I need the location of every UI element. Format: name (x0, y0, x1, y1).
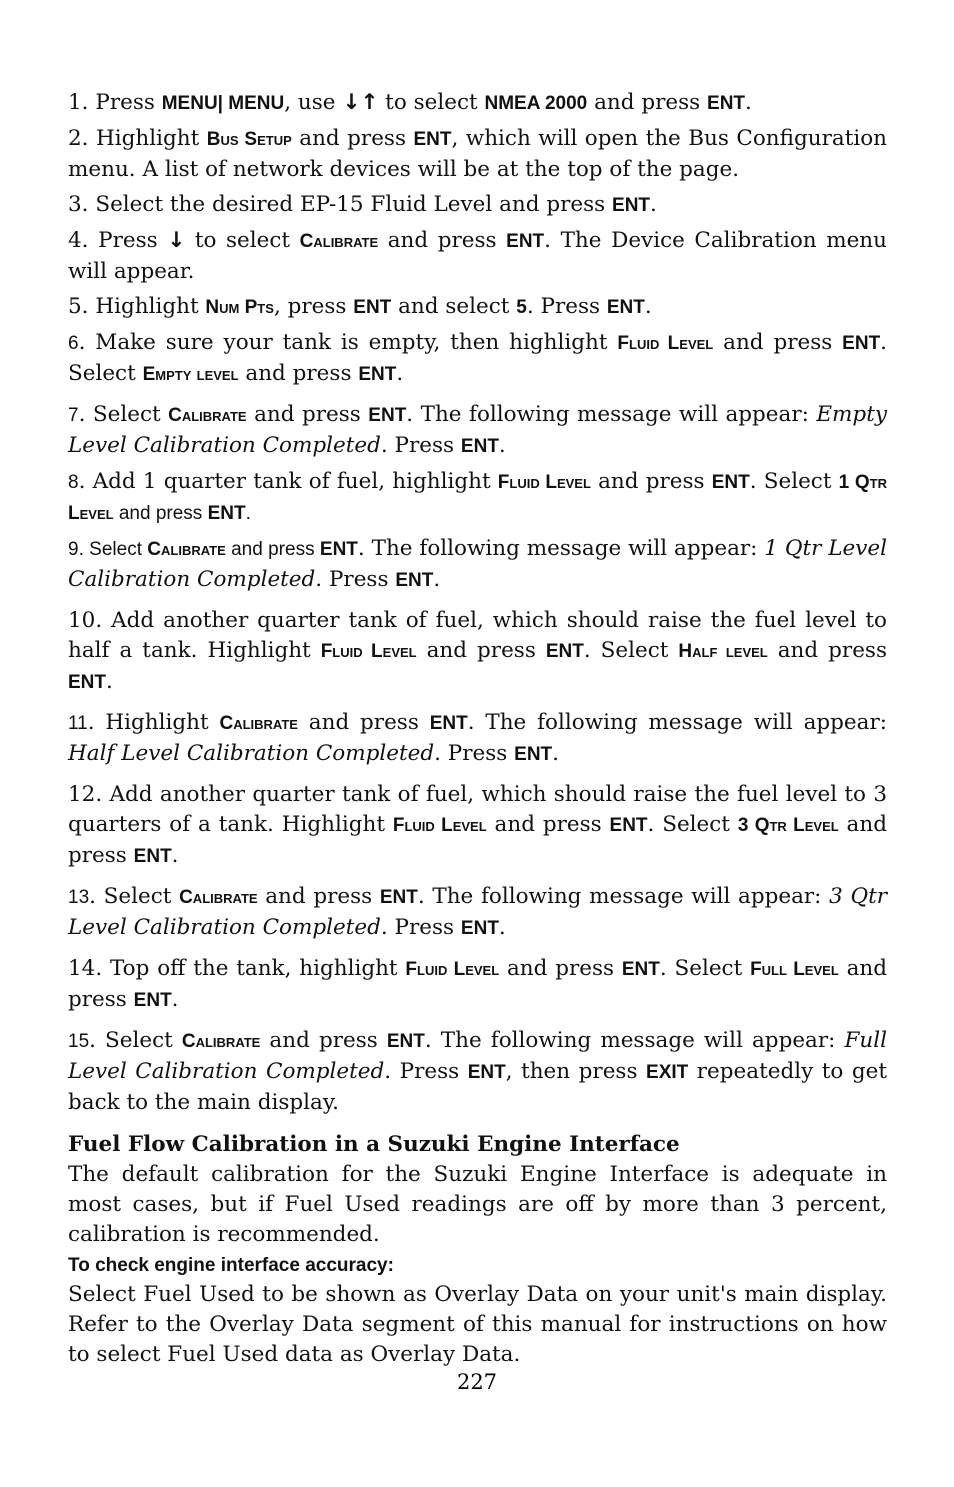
step-1 (68, 88, 887, 119)
step-text: and press (297, 710, 430, 735)
menu-item-label: Calibrate (179, 887, 258, 908)
step-text: 13 (68, 887, 90, 908)
message-text: 1 Qtr Level Calibration Completed (68, 536, 888, 592)
step-text: . The Device Calibration menu will appear. (68, 228, 887, 284)
key-label: ENT (368, 405, 407, 426)
menu-item-label: Fluid Level (320, 641, 417, 662)
step-text: . Select (659, 956, 751, 981)
key-label: MENU| MENU (161, 93, 285, 114)
step-text: . Select (583, 638, 679, 663)
page-number: 227 (456, 1370, 498, 1394)
step-text: . The following message will appear: (467, 710, 887, 735)
key-label: ENT (609, 815, 648, 836)
step-text: and press (486, 812, 610, 837)
menu-item-label: Bus Setup (206, 129, 292, 150)
menu-item-label: Half level (678, 641, 768, 662)
step-text: 14. Top off the tank, highlight (68, 956, 406, 981)
step-text: . (245, 503, 251, 524)
key-label: ENT (319, 539, 358, 560)
step-text: and press (113, 503, 208, 524)
step-text: . (498, 433, 506, 458)
menu-item-label: 1 Qtr Level (68, 472, 887, 524)
step-text: and press (257, 884, 380, 909)
key-label: ENT (514, 744, 553, 765)
step-text: . (396, 361, 404, 386)
step-text: and press (291, 126, 414, 151)
key-label: ENT (506, 231, 545, 252)
step-text: . Press (434, 741, 515, 766)
step-5 (68, 292, 887, 323)
menu-item-label: Num Pts (205, 297, 274, 318)
menu-item-label: Calibrate (299, 231, 379, 252)
step-text: and press (590, 469, 712, 494)
step-text: and press (225, 539, 320, 560)
step-text: . Select (89, 884, 180, 909)
step-text: 4. Press (68, 228, 168, 253)
key-label: ENT (386, 1031, 425, 1052)
step-13 (68, 882, 887, 944)
step-text: . Press (315, 567, 396, 592)
step-text: and press (416, 638, 546, 663)
menu-item-label: 3 Qtr Level (737, 815, 839, 836)
step-text: and press (68, 956, 888, 1012)
step-text: . The following message will appear: (406, 402, 817, 427)
step-text: , then press (505, 1059, 647, 1084)
step-6 (68, 328, 887, 390)
key-label: ENT (460, 436, 499, 457)
step-text: . The following message will appear: (424, 1028, 845, 1053)
key-label: ENT (460, 918, 499, 939)
key-label: ENT (612, 195, 651, 216)
step-text: . (745, 90, 752, 115)
key-label: ENT (707, 93, 746, 114)
key-label: ENT (395, 570, 434, 591)
step-text: to select (185, 228, 300, 253)
step-text: 10. Add another quarter tank of fuel, which should raise the fuel level to half a tank. Highlight (68, 608, 887, 663)
step-text: . Make sure your tank is empty, then highlight (78, 330, 618, 355)
step-text: . Press (526, 294, 607, 319)
step-text: 1. Press (68, 90, 162, 115)
step-text: and press (713, 330, 843, 355)
step-text: 3. Select the desired EP-15 Fluid Level and press (68, 192, 613, 217)
step-text: . The following message will appear: (417, 884, 830, 909)
step-12 (68, 780, 887, 872)
step-text: 15 (68, 1031, 90, 1052)
key-label: ENT (133, 990, 172, 1011)
step-text: and press (68, 812, 887, 868)
step-text: 8 (68, 472, 79, 493)
step-text: and press (260, 1028, 387, 1053)
message-text: Full Level Calibration Completed (68, 1028, 887, 1084)
step-10 (68, 606, 887, 698)
key-label: ENT (606, 297, 645, 318)
step-text: and press (378, 228, 507, 253)
key-label: ENT (207, 503, 246, 524)
step-text: 11 (68, 713, 88, 734)
menu-item-label: Fluid Level (617, 333, 714, 354)
step-text: . Press (380, 915, 461, 940)
step-text: . Select (68, 330, 888, 386)
step-text: 12. Add another quarter tank of fuel, which should raise the fuel level to 3 quarters of a tank. Highlight (68, 782, 887, 837)
arrow-keys-icon: ↓ (167, 228, 186, 253)
menu-item-label: Fluid Level (392, 815, 487, 836)
step-text: , use (284, 90, 343, 115)
subheading: To check engine interface accuracy: (68, 1255, 394, 1276)
menu-item-label: Fluid Level (405, 959, 500, 980)
step-text: . Select (749, 469, 839, 494)
step-text: . The following message will appear: (357, 536, 765, 561)
key-label: ENT (711, 472, 750, 493)
arrow-keys-icon: ↓↑ (342, 90, 379, 115)
menu-item-label: Calibrate (147, 539, 226, 560)
step-text: . (171, 843, 179, 868)
menu-item-label: Fluid Level (497, 472, 591, 493)
step-2 (68, 124, 887, 185)
step-text: , press (273, 294, 354, 319)
key-label: ENT (358, 364, 397, 385)
step-text: and press (238, 361, 359, 386)
step-text: to select (378, 90, 485, 115)
step-3 (68, 190, 887, 221)
step-text: 6 (68, 333, 79, 354)
step-15 (68, 1026, 887, 1118)
step-text: . (498, 915, 506, 940)
step-text: 5. Highlight (68, 294, 206, 319)
step-text: 7 (68, 405, 79, 426)
step-11 (68, 708, 887, 770)
step-text: and select (391, 294, 517, 319)
step-14 (68, 954, 887, 1016)
step-text: . Select (78, 402, 169, 427)
step-text: . Add 1 quarter tank of fuel, highlight (78, 469, 498, 494)
step-text: , which will open the Bus Configuration menu. A list of network devices will be at the top of the page. (68, 126, 888, 182)
menu-item-label: Calibrate (168, 405, 247, 426)
key-label: EXIT (646, 1062, 689, 1083)
step-4 (68, 226, 887, 287)
step-text: and press (499, 956, 622, 981)
step-text: repeatedly to get back to the main display. (68, 1059, 887, 1115)
key-label: ENT (379, 887, 418, 908)
section-intro: The default calibration for the Suzuki Engine Interface is adequate in most cases, but if Fuel Used readings are off by more than 3 percent, calibration is recommended. (68, 1162, 887, 1247)
step-text: . Select (647, 812, 738, 837)
step-text: . (650, 192, 657, 217)
key-label: ENT (467, 1062, 506, 1083)
key-label: ENT (842, 333, 881, 354)
step-text: . Highlight (87, 710, 220, 735)
key-label: ENT (621, 959, 660, 980)
step-text: . (552, 741, 559, 766)
menu-item-label: Calibrate (219, 713, 298, 734)
message-text: Empty Level Calibration Completed (68, 402, 887, 458)
step-text: 2. Highlight (68, 126, 207, 151)
key-label: ENT (68, 672, 106, 693)
message-text: 3 Qtr Level Calibration Completed (68, 884, 887, 940)
key-label: NMEA 2000 (484, 93, 588, 114)
key-label: 5 (516, 297, 527, 318)
step-text: . (644, 294, 652, 319)
key-label: ENT (429, 713, 468, 734)
step-text: . Press (380, 433, 461, 458)
section-body: Select Fuel Used to be shown as Overlay Data on your unit's main display. Refer to the Overlay Data segment of this manual for instructions on how to select Fuel Used data as Overlay Data. (68, 1282, 887, 1367)
step-text: and press (767, 638, 887, 663)
step-text: and press (246, 402, 369, 427)
step-8 (68, 467, 887, 529)
step-text: 9. Select (68, 539, 148, 560)
manual-page (68, 88, 887, 1370)
step-9 (68, 534, 887, 596)
step-text: . (433, 567, 441, 592)
step-text: . (171, 987, 179, 1012)
key-label: ENT (353, 297, 392, 318)
menu-item-label: Empty level (142, 364, 239, 385)
step-text: . Select (89, 1028, 182, 1053)
message-text: Half Level Calibration Completed (68, 741, 435, 766)
calibration-steps (68, 88, 887, 1118)
key-label: ENT (545, 641, 584, 662)
step-7 (68, 400, 887, 462)
section-heading: Fuel Flow Calibration in a Suzuki Engine Interface (68, 1132, 680, 1157)
step-text: . (106, 669, 113, 694)
key-label: ENT (413, 129, 452, 150)
menu-item-label: Calibrate (181, 1031, 261, 1052)
key-label: ENT (133, 846, 172, 867)
menu-item-label: Full Level (750, 959, 839, 980)
step-text: and press (587, 90, 708, 115)
step-text: . Press (384, 1059, 468, 1084)
